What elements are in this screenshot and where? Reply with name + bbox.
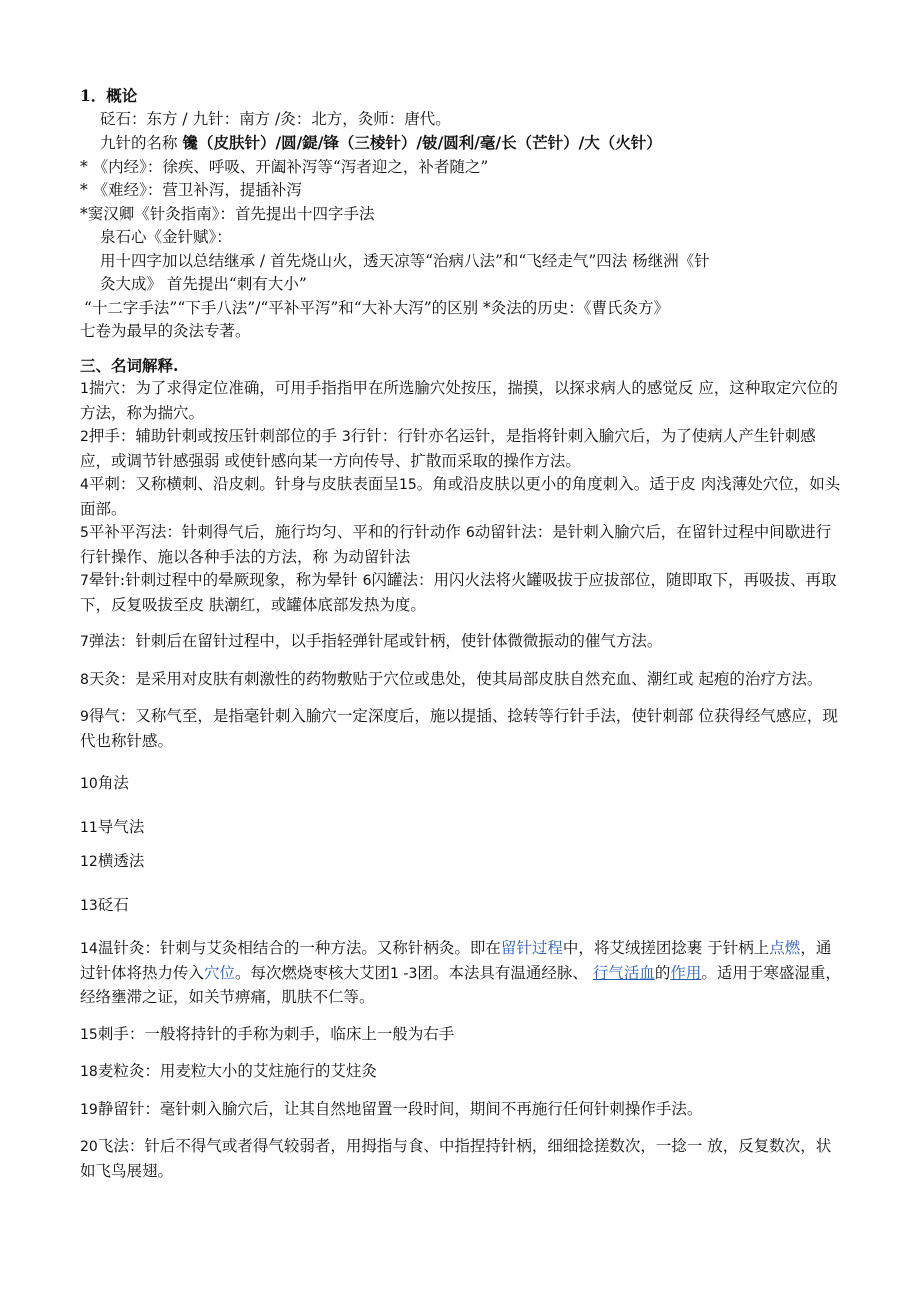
glossary-item: 1揣穴：为了求得定位准确，可用手指指甲在所选腧穴处按压，揣摸，以探求病人的感觉反 应，这种取定穴位的方法，称为揣穴。	[80, 379, 838, 422]
glossary-item: 15刺手：一般将持针的手称为刺手，临床上一般为右手	[80, 1024, 455, 1043]
glossary-item: 9得气：又称气至，是指毫针刺入腧穴一定深度后，施以提插、捻转等行针手法，使针刺部 位获得经气感应，现代也称针感。	[80, 707, 838, 750]
text-line: 七卷为最早的灸法专著。	[80, 322, 251, 340]
glossary-item: 7弹法：针刺后在留针过程中，以手指轻弹针尾或针柄，使针体微微振动的催气方法。	[80, 632, 663, 650]
glossary-item: 19静留针：毫针刺入腧穴后，让其自然地留置一段时间，期间不再施行任何针刺操作手法。	[80, 1099, 703, 1118]
text-line: * 《内经》：徐疾、呼吸、开阖补泻等“泻者迎之，补者随之”	[80, 157, 489, 176]
text-line	[80, 131, 842, 156]
section-heading-overview: 1．概论	[80, 86, 138, 105]
glossary-item: 4平刺：又称横刺、沿皮刺。针身与皮肤表面呈15。角或沿皮肤以更小的角度刺入。适于皮 肉浅薄处穴位，如头面部。	[80, 475, 841, 518]
text-line: 用十四字加以总结继承 / 首先烧山火，透天凉等“治病八法”和“飞经走气”四法 杨继洲《针	[100, 251, 710, 270]
text-line: “十二字手法”“下手八法”/“平补平泻”和“大补大泻”的区别 *灸法的历史：《曹氏灸方》	[84, 298, 670, 317]
glossary-item: 7晕针:针刺过程中的晕厥现象，称为晕针 6闪罐法：用闪火法将火罐吸拔于应拔部位，随即取下，再吸拔、再取下，反复吸拔至皮 肤潮红，或罐体底部发热为度。	[80, 571, 837, 614]
nine-needles-label: 九针的名称	[100, 134, 183, 152]
link-needle-retention[interactable]: 留针过程	[500, 939, 563, 957]
glossary-item: 10角法	[80, 774, 129, 792]
text-line: * 《难经》：营卫补泻，提插补泻	[80, 181, 302, 199]
glossary-item: 18麦粒灸：用麦粒大小的艾炷施行的艾炷灸	[80, 1062, 377, 1080]
text-line: 灸大成》 首先提出“刺有大小”	[100, 275, 307, 293]
glossary-item: 8天灸：是采用对皮肤有刺激性的药物敷贴于穴位或患处，使其局部皮肤自然充血、潮红或 起疱的治疗方法。	[80, 669, 823, 688]
glossary-item: 14温针灸：针刺与艾灸相结合的一种方法。又称针柄灸。即在留针过程中，将艾绒搓团捻裹 于针柄上点燃，通过针体将热力传入穴位。每次燃烧枣核大艾团1 -3团。本法具有温通经脉、 行气活血的作用。适用于寒盛湿重，经络壅滞之证，如关节痹痛，肌肤不仁等。	[80, 939, 841, 1006]
text-line: *窦汉卿《针灸指南》：首先提出十四字手法	[80, 204, 375, 223]
link-acupoint[interactable]: 穴位	[204, 963, 236, 982]
document-body	[80, 84, 842, 1183]
glossary-item: 11导气法	[80, 817, 145, 836]
text-line: 泉石心《金针赋》：	[100, 228, 232, 246]
link-effect[interactable]: 作用	[670, 963, 702, 982]
glossary-item: 5平补平泻法：针刺得气后，施行均匀、平和的行针动作 6动留针法：是针刺入腧穴后，在留针过程中间歇进行行针操作、施以各种手法的方法，称 为动留针法	[80, 523, 832, 566]
nine-needles-names: 镵（皮肤针）/圆/鍉/锋（三棱针）/铍/圆利/毫/长（芒针）/大（火针）	[182, 133, 662, 152]
glossary-item: 2押手：辅助针刺或按压针刺部位的手 3行针：行针亦名运针，是指将针刺入腧穴后，为了使病人产生针刺感应，或调节针感强弱 或使针感向某一方向传导、扩散而采取的操作方法。	[80, 427, 816, 470]
glossary-item: 13砭石	[80, 895, 129, 914]
link-promote-qi-blood[interactable]: 行气活血	[592, 963, 655, 982]
glossary-item: 20飞法：针后不得气或者得气较弱者，用拇指与食、中指捏持针柄，细细捻搓数次，一捻一 放，反复数次，状如飞鸟展翅。	[80, 1137, 832, 1180]
text-line: 砭石：东方 / 九针：南方 /灸：北方，灸师：唐代。	[100, 109, 451, 128]
section-heading-glossary: 三、名词解释.	[80, 355, 179, 375]
link-ignite[interactable]: 点燃	[769, 939, 801, 957]
glossary-item: 12横透法	[80, 852, 145, 870]
